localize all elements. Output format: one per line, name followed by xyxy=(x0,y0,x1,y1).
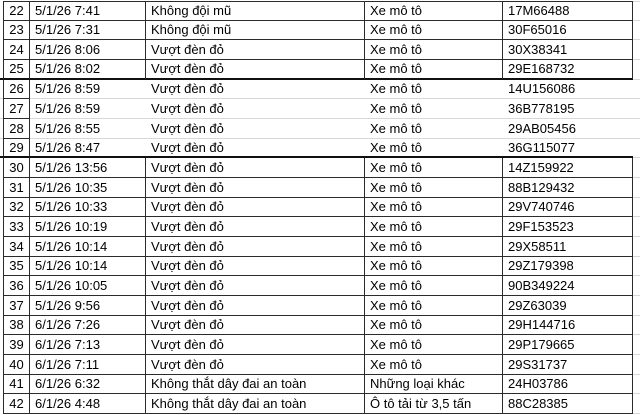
cell-row-number[interactable]: 40 xyxy=(3,355,30,375)
cell-row-number[interactable]: 26 xyxy=(3,80,30,100)
table-row xyxy=(0,217,640,237)
cell-violation[interactable]: Không đội mũ xyxy=(146,1,365,21)
cell-violation[interactable]: Vượt đèn đỏ xyxy=(146,40,365,60)
cell-datetime[interactable]: 5/1/26 13:56 xyxy=(30,158,146,178)
right-margin-sliver xyxy=(633,119,640,139)
cell-violation[interactable]: Vượt đèn đỏ xyxy=(146,217,365,237)
cell-row-number[interactable]: 29 xyxy=(3,139,30,159)
cell-row-number[interactable]: 32 xyxy=(3,198,30,218)
cell-vehicle-type[interactable]: Xe mô tô xyxy=(365,21,503,41)
cell-license-plate[interactable]: 29V740746 xyxy=(503,198,633,218)
cell-license-plate[interactable]: 17M66488 xyxy=(503,1,633,21)
right-margin-sliver xyxy=(633,198,640,218)
cell-vehicle-type[interactable]: Xe mô tô xyxy=(365,60,503,80)
table-row xyxy=(0,158,640,178)
cell-datetime[interactable]: 5/1/26 10:19 xyxy=(30,217,146,237)
cell-violation[interactable]: Vượt đèn đỏ xyxy=(146,119,365,139)
cell-license-plate[interactable]: 29E168732 xyxy=(503,60,633,80)
cell-datetime[interactable]: 5/1/26 8:55 xyxy=(30,119,146,139)
cell-datetime[interactable]: 5/1/26 8:59 xyxy=(30,80,146,100)
right-margin-sliver xyxy=(633,40,640,60)
cell-datetime[interactable]: 5/1/26 10:33 xyxy=(30,198,146,218)
table-row xyxy=(0,296,640,316)
cell-violation[interactable]: Vượt đèn đỏ xyxy=(146,80,365,100)
cell-violation[interactable]: Không đội mũ xyxy=(146,21,365,41)
cell-row-number[interactable]: 28 xyxy=(3,119,30,139)
cell-vehicle-type[interactable]: Xe mô tô xyxy=(365,40,503,60)
table-row xyxy=(0,60,640,80)
table-row xyxy=(0,316,640,336)
cell-datetime[interactable]: 5/1/26 8:02 xyxy=(30,60,146,80)
cell-datetime[interactable]: 5/1/26 10:35 xyxy=(30,178,146,198)
cell-license-plate[interactable]: 29H144716 xyxy=(503,316,633,336)
cell-violation[interactable]: Vượt đèn đỏ xyxy=(146,355,365,375)
table-row xyxy=(0,21,640,41)
right-margin-sliver xyxy=(633,316,640,336)
violations-table xyxy=(0,1,640,414)
right-margin-sliver xyxy=(633,178,640,198)
cell-violation[interactable]: Vượt đèn đỏ xyxy=(146,139,365,159)
cell-vehicle-type[interactable]: Xe mô tô xyxy=(365,355,503,375)
cell-vehicle-type[interactable]: Xe mô tô xyxy=(365,198,503,218)
right-margin-sliver xyxy=(633,394,640,414)
cell-vehicle-type[interactable]: Xe mô tô xyxy=(365,316,503,336)
cell-datetime[interactable]: 5/1/26 10:14 xyxy=(30,237,146,257)
table-row xyxy=(0,335,640,355)
cell-violation[interactable]: Không thắt dây đai an toàn xyxy=(146,375,365,395)
cell-datetime[interactable]: 5/1/26 7:31 xyxy=(30,21,146,41)
cell-violation[interactable]: Vượt đèn đỏ xyxy=(146,158,365,178)
cell-license-plate[interactable]: 29AB05456 xyxy=(503,119,633,139)
cell-datetime[interactable]: 6/1/26 4:48 xyxy=(30,394,146,414)
table-row xyxy=(0,355,640,375)
table-row xyxy=(0,40,640,60)
cell-datetime[interactable]: 6/1/26 7:11 xyxy=(30,355,146,375)
cell-row-number[interactable]: 33 xyxy=(3,217,30,237)
cell-violation[interactable]: Vượt đèn đỏ xyxy=(146,178,365,198)
right-margin-sliver xyxy=(633,158,640,178)
cell-vehicle-type[interactable]: Xe mô tô xyxy=(365,276,503,296)
cell-license-plate[interactable]: 29P179665 xyxy=(503,335,633,355)
right-margin-sliver xyxy=(633,99,640,119)
cell-vehicle-type[interactable]: Xe mô tô xyxy=(365,178,503,198)
cell-row-number[interactable]: 42 xyxy=(3,394,30,414)
table-row xyxy=(0,119,640,139)
cell-row-number[interactable]: 34 xyxy=(3,237,30,257)
cell-row-number[interactable]: 35 xyxy=(3,257,30,277)
cell-license-plate[interactable]: 88B129432 xyxy=(503,178,633,198)
cell-license-plate[interactable]: 29Z63039 xyxy=(503,296,633,316)
right-margin-sliver xyxy=(633,60,640,80)
cell-license-plate[interactable]: 30X38341 xyxy=(503,40,633,60)
table-row xyxy=(0,257,640,277)
table-row xyxy=(0,80,640,100)
table-row xyxy=(0,178,640,198)
cell-datetime[interactable]: 6/1/26 7:13 xyxy=(30,335,146,355)
cell-datetime[interactable]: 6/1/26 6:32 xyxy=(30,375,146,395)
cell-license-plate[interactable]: 24H03786 xyxy=(503,375,633,395)
cell-datetime[interactable]: 5/1/26 8:47 xyxy=(30,139,146,159)
cell-vehicle-type[interactable]: Xe mô tô xyxy=(365,217,503,237)
cell-row-number[interactable]: 27 xyxy=(3,99,30,119)
table-row xyxy=(0,276,640,296)
right-margin-sliver xyxy=(633,237,640,257)
table-row xyxy=(0,139,640,159)
cell-row-number[interactable]: 36 xyxy=(3,276,30,296)
cell-license-plate[interactable]: 29X58511 xyxy=(503,237,633,257)
cell-license-plate[interactable]: 29Z179398 xyxy=(503,257,633,277)
cell-datetime[interactable]: 5/1/26 10:14 xyxy=(30,257,146,277)
right-margin-sliver xyxy=(633,217,640,237)
table-row xyxy=(0,198,640,218)
cell-violation[interactable]: Vượt đèn đỏ xyxy=(146,99,365,119)
cell-datetime[interactable]: 5/1/26 10:05 xyxy=(30,276,146,296)
cell-license-plate[interactable]: 36B778195 xyxy=(503,99,633,119)
right-margin-sliver xyxy=(633,80,640,100)
cell-datetime[interactable]: 5/1/26 7:41 xyxy=(30,1,146,21)
cell-violation[interactable]: Vượt đèn đỏ xyxy=(146,60,365,80)
cell-vehicle-type[interactable]: Xe mô tô xyxy=(365,158,503,178)
cell-row-number[interactable]: 31 xyxy=(3,178,30,198)
cell-row-number[interactable]: 25 xyxy=(3,60,30,80)
cell-violation[interactable]: Vượt đèn đỏ xyxy=(146,276,365,296)
cell-license-plate[interactable]: 14U156086 xyxy=(503,80,633,100)
cell-vehicle-type[interactable]: Ô tô tải từ 3,5 tấn xyxy=(365,394,503,414)
table-row xyxy=(0,99,640,119)
cell-vehicle-type[interactable]: Xe mô tô xyxy=(365,139,503,159)
cell-row-number[interactable]: 37 xyxy=(3,296,30,316)
cell-vehicle-type[interactable]: Xe mô tô xyxy=(365,1,503,21)
cell-violation[interactable]: Không thắt dây đai an toàn xyxy=(146,394,365,414)
cell-violation[interactable]: Vượt đèn đỏ xyxy=(146,237,365,257)
cell-vehicle-type[interactable]: Xe mô tô xyxy=(365,335,503,355)
cell-violation[interactable]: Vượt đèn đỏ xyxy=(146,198,365,218)
cell-violation[interactable]: Vượt đèn đỏ xyxy=(146,257,365,277)
right-margin-sliver xyxy=(633,296,640,316)
cell-vehicle-type[interactable]: Những loại khác xyxy=(365,375,503,395)
cell-vehicle-type[interactable]: Xe mô tô xyxy=(365,119,503,139)
cell-vehicle-type[interactable]: Xe mô tô xyxy=(365,257,503,277)
cell-license-plate[interactable]: 29F153523 xyxy=(503,217,633,237)
cell-license-plate[interactable]: 36G115077 xyxy=(503,139,633,159)
right-margin-sliver xyxy=(633,1,640,21)
right-margin-sliver xyxy=(633,257,640,277)
right-margin-sliver xyxy=(633,335,640,355)
cell-license-plate[interactable]: 29S31737 xyxy=(503,355,633,375)
right-margin-sliver xyxy=(633,276,640,296)
cell-vehicle-type[interactable]: Xe mô tô xyxy=(365,237,503,257)
right-margin-sliver xyxy=(633,139,640,159)
cell-row-number[interactable]: 38 xyxy=(3,316,30,336)
cell-license-plate[interactable]: 14Z159922 xyxy=(503,158,633,178)
cell-datetime[interactable]: 6/1/26 7:26 xyxy=(30,316,146,336)
table-row xyxy=(0,375,640,395)
cell-vehicle-type[interactable]: Xe mô tô xyxy=(365,99,503,119)
cell-row-number[interactable]: 41 xyxy=(3,375,30,395)
cell-license-plate[interactable]: 88C28385 xyxy=(503,394,633,414)
table-row xyxy=(0,394,640,414)
cell-row-number[interactable]: 30 xyxy=(3,158,30,178)
cell-violation[interactable]: Vượt đèn đỏ xyxy=(146,316,365,336)
cell-datetime[interactable]: 5/1/26 8:59 xyxy=(30,99,146,119)
cell-row-number[interactable]: 23 xyxy=(3,21,30,41)
table-row xyxy=(0,1,640,21)
table-row xyxy=(0,237,640,257)
cell-row-number[interactable]: 22 xyxy=(3,1,30,21)
right-margin-sliver xyxy=(633,21,640,41)
cell-datetime[interactable]: 5/1/26 8:06 xyxy=(30,40,146,60)
cell-license-plate[interactable]: 30F65016 xyxy=(503,21,633,41)
cell-row-number[interactable]: 39 xyxy=(3,335,30,355)
cell-license-plate[interactable]: 90B349224 xyxy=(503,276,633,296)
cell-vehicle-type[interactable]: Xe mô tô xyxy=(365,80,503,100)
cell-datetime[interactable]: 5/1/26 9:56 xyxy=(30,296,146,316)
right-margin-sliver xyxy=(633,355,640,375)
cell-violation[interactable]: Vượt đèn đỏ xyxy=(146,296,365,316)
cell-violation[interactable]: Vượt đèn đỏ xyxy=(146,335,365,355)
right-margin-sliver xyxy=(633,375,640,395)
cell-row-number[interactable]: 24 xyxy=(3,40,30,60)
cell-vehicle-type[interactable]: Xe mô tô xyxy=(365,296,503,316)
